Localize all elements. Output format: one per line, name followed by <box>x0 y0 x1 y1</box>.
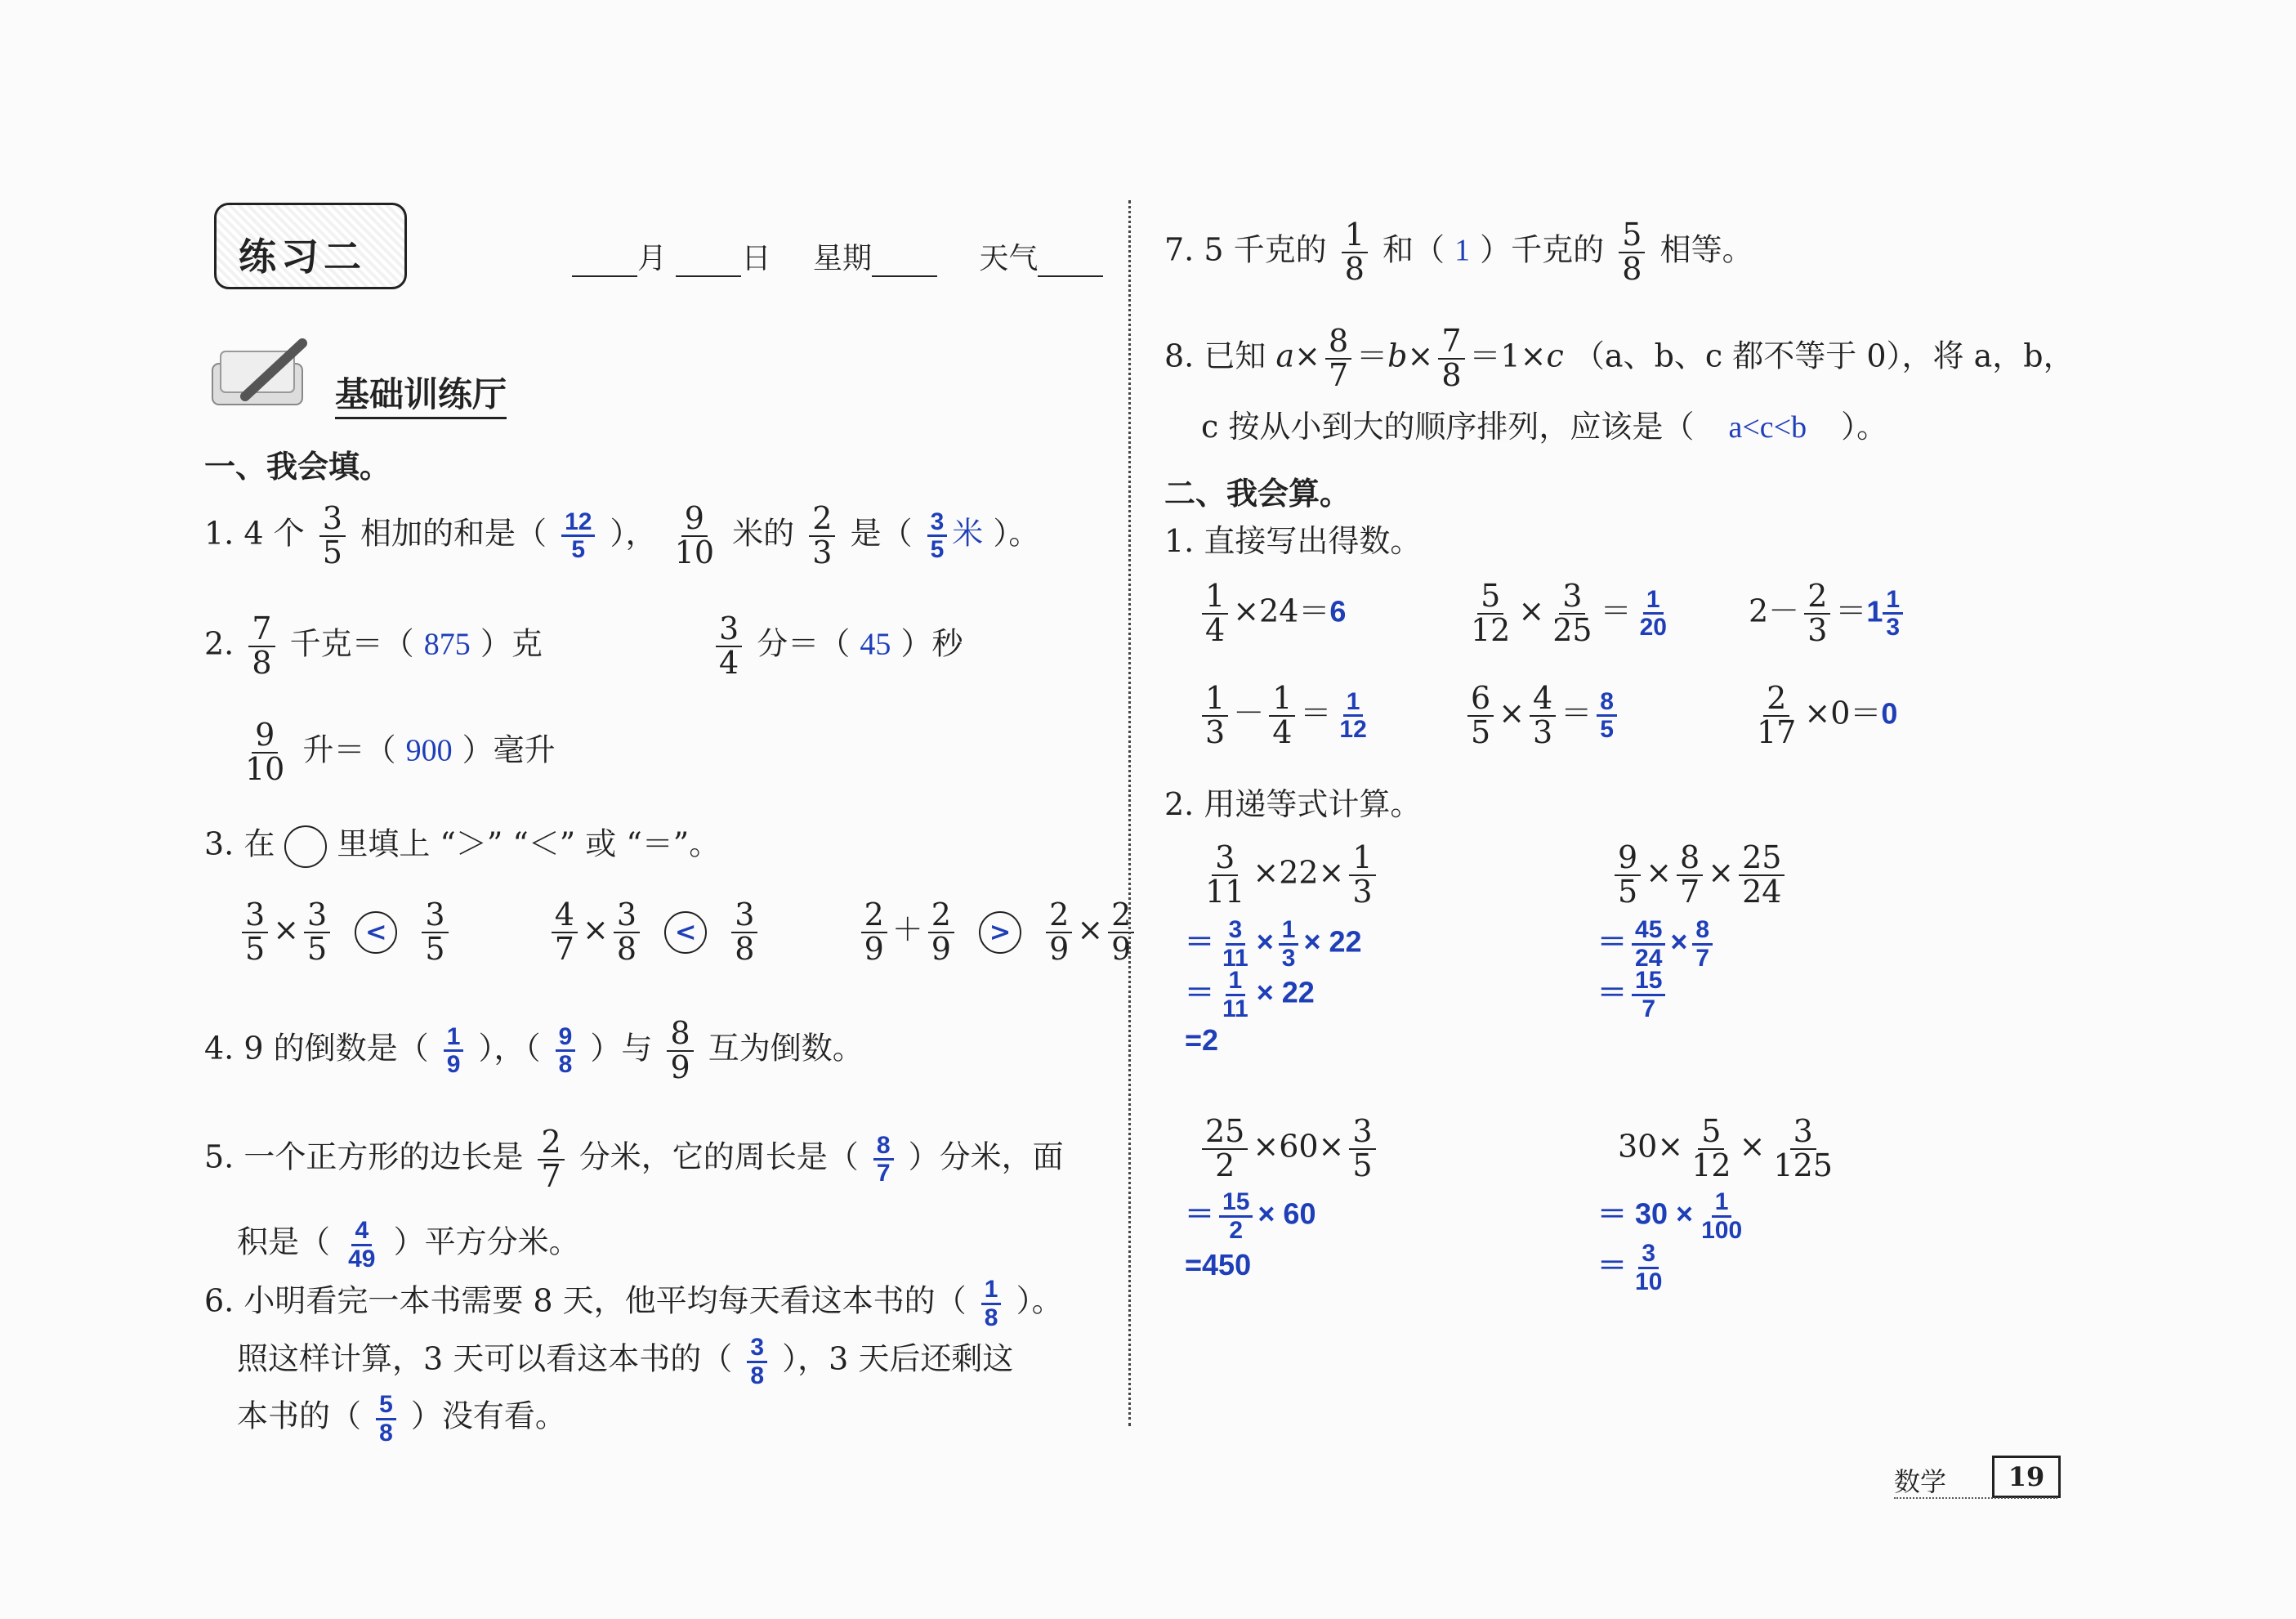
question-8b: c 按从小到大的顺序排列，应该是（ a<c<b ）。 <box>1201 409 1888 445</box>
question-2b: $\frac{3}{4}$ 分＝（ 45 ）秒 <box>711 613 963 680</box>
answer[interactable]: $\frac{8}{7}$ <box>873 1133 894 1187</box>
answer[interactable]: $\frac{3}{5}$ <box>927 509 948 563</box>
answer[interactable]: 875 <box>423 627 471 662</box>
compare-circle[interactable]: > <box>979 911 1021 954</box>
step-line: ＝ $\frac{15}{7}$ <box>1597 968 1670 1022</box>
answer[interactable]: 45 <box>860 627 891 662</box>
day-blank[interactable] <box>676 275 741 277</box>
answer[interactable]: $\frac{1}{3}$ <box>1883 587 1903 641</box>
step-line: ＝ $\frac{15}{2}$ × 60 <box>1185 1188 1316 1244</box>
answer[interactable]: $\frac{3}{8}$ <box>747 1335 767 1389</box>
step-line: ＝ $\frac{3}{11}$ × $\frac{1}{3}$ × 22 <box>1185 916 1362 972</box>
question-2: 2. $\frac{7}{8}$ 千克＝（ 875 ）克 <box>204 610 543 681</box>
step-line: ＝ $\frac{3}{10}$ <box>1597 1240 1663 1295</box>
answer[interactable]: 900 <box>405 733 453 768</box>
weather-blank[interactable] <box>1038 275 1103 277</box>
step-problem-a: $\frac{3}{11}$ ×22× $\frac{1}{3}$ <box>1197 842 1381 909</box>
pencil-icon <box>204 331 327 416</box>
calc-item: 2－ $\frac{2}{3}$ ＝1 $\frac{1}{3}$ <box>1749 580 1908 647</box>
calc-item: $\frac{6}{5}$ × $\frac{4}{3}$ ＝ $\frac{8}{5}$ <box>1463 682 1622 749</box>
question-1: 1. 4 个 $\frac{3}{5}$ 相加的和是（ $\frac{12}{5}$ ）， $\frac{9}{10}$ 米的 $\frac{2}{3}$ 是（ $\frac{3}{5}$ 米 ）。 <box>204 500 1040 570</box>
page-title: 练习二 <box>239 235 366 279</box>
answer[interactable]: a<c<b <box>1728 410 1807 445</box>
question-4: 4. 9 的倒数是（ $\frac{1}{9}$ ），（ $\frac{9}{8}$ ）与 $\frac{8}{9}$ 互为倒数。 <box>204 1015 864 1085</box>
step-line: =2 <box>1185 1023 1219 1057</box>
sub2-heading: 2. 用递等式计算。 <box>1164 786 1422 822</box>
calc-item: $\frac{1}{3}$ － $\frac{1}{4}$ ＝ $\frac{1}{12}$ <box>1197 682 1375 749</box>
date-fields: 月 日 星期 天气 <box>572 235 1103 277</box>
question-2c: $\frac{9}{10}$ 升＝（ 900 ）毫升 <box>245 717 556 787</box>
answer[interactable]: $\frac{1}{9}$ <box>444 1024 464 1078</box>
answer[interactable]: $\frac{1}{8}$ <box>981 1277 1002 1331</box>
answer[interactable]: 0 <box>1881 696 1898 731</box>
question-8: 8. 已知 a× $\frac{8}{7}$ ＝b× $\frac{7}{8}$ ＝1×c （a、b、c 都不等于 0），将 a，b， <box>1164 323 2075 393</box>
question-7: 7. 5 千克的 $\frac{1}{8}$ 和（ 1 ）千克的 $\frac{5}{8}$ 相等。 <box>1164 217 1753 287</box>
answer[interactable]: 1 <box>1454 233 1471 268</box>
compare-circle[interactable]: < <box>664 911 707 954</box>
question-3-items: $\frac{3}{5}$ × $\frac{3}{5}$ < $\frac{3}{5}$ $\frac{4}{7}$ × $\frac{3}{8}$ < $\frac{3}{8}$ $\frac{2}{9}$ ＋ $\frac{2}{9}$ > $\frac{2}{9}$ × $\frac{2}{9}$ <box>237 899 1139 966</box>
part1-heading: 一、我会填。 <box>204 449 391 485</box>
question-6b: 照这样计算，3 天可以看这本书的（ $\frac{3}{8}$ ），3 天后还剩这 <box>237 1334 1014 1389</box>
part2-heading: 二、我会算。 <box>1164 476 1351 512</box>
answer[interactable]: $\frac{1}{20}$ <box>1639 585 1667 642</box>
weekday-blank[interactable] <box>872 275 937 277</box>
question-6: 6. 小明看完一本书需要 8 天，他平均每天看这本书的（ $\frac{1}{8}$ ）。 <box>204 1276 1063 1331</box>
answer[interactable]: $\frac{5}{8}$ <box>376 1392 396 1446</box>
answer[interactable]: $\frac{1}{12}$ <box>1339 687 1367 744</box>
calc-item: $\frac{2}{17}$ ×0＝0 <box>1757 680 1898 750</box>
step-line: =450 <box>1185 1248 1252 1281</box>
subject-label: 数学 <box>1894 1466 1947 1497</box>
question-5: 5. 一个正方形的边长是 $\frac{2}{7}$ 分米，它的周长是（ $\frac{8}{7}$ ）分米，面 <box>204 1124 1064 1194</box>
answer[interactable]: $\frac{8}{5}$ <box>1597 689 1617 743</box>
calc-item: $\frac{5}{12}$ × $\frac{3}{25}$ ＝ $\frac{1}{20}$ <box>1463 580 1675 647</box>
compare-circle[interactable]: < <box>355 911 397 954</box>
step-problem-d: 30× $\frac{5}{12}$ × $\frac{3}{125}$ <box>1618 1113 1833 1183</box>
question-6c: 本书的（ $\frac{5}{8}$ ）没有看。 <box>237 1391 566 1447</box>
answer[interactable]: 6 <box>1329 594 1347 628</box>
column-divider <box>1128 200 1131 1426</box>
question-3: 3. 在 里填上 “＞” “＜” 或 “＝”。 <box>204 825 720 868</box>
answer[interactable]: $\frac{12}{5}$ <box>561 509 595 563</box>
step-line: ＝ 30 × $\frac{1}{100}$ <box>1597 1188 1743 1244</box>
answer[interactable]: $\frac{4}{49}$ <box>348 1217 376 1272</box>
calc-item: $\frac{1}{4}$ ×24＝6 <box>1197 580 1346 647</box>
circle-icon <box>284 825 327 868</box>
step-problem-b: $\frac{9}{5}$ × $\frac{8}{7}$ × $\frac{25}{24}$ <box>1610 842 1789 909</box>
step-problem-c: $\frac{25}{2}$ ×60× $\frac{3}{5}$ <box>1197 1116 1381 1183</box>
step-line: ＝ $\frac{1}{11}$ × 22 <box>1185 967 1315 1022</box>
answer[interactable]: $\frac{9}{8}$ <box>556 1024 576 1078</box>
step-line: ＝ $\frac{45}{24}$ × $\frac{8}{7}$ <box>1597 917 1718 971</box>
sub1-heading: 1. 直接写出得数。 <box>1164 523 1422 559</box>
page-number: 19 <box>1992 1456 2061 1498</box>
footer-dots <box>1894 1497 2057 1499</box>
question-5b: 积是（ $\frac{4}{49}$ ）平方分米。 <box>237 1217 580 1272</box>
section-banner: 基础训练厅 <box>335 368 507 419</box>
month-blank[interactable] <box>572 275 637 277</box>
